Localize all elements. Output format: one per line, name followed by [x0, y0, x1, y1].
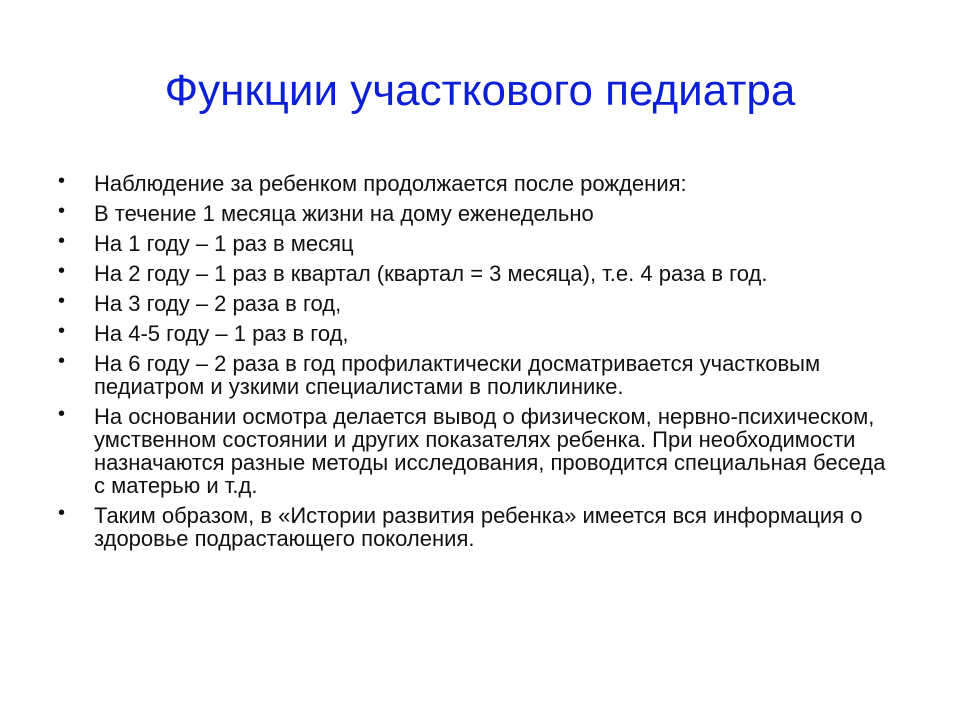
bullet-list — [58, 172, 898, 557]
list-item-text: Таким образом, в «Истории развития ребенка» имеется вся информация о здоровье подрастающего поколения. — [94, 503, 863, 551]
list-item — [58, 232, 898, 255]
list-item — [58, 322, 898, 345]
list-item — [58, 172, 898, 195]
list-item-text: На 2 году – 1 раз в квартал (квартал = 3 месяца), т.е. 4 раза в год. — [94, 261, 768, 286]
list-item-text: На 1 году – 1 раз в месяц — [94, 231, 354, 256]
bullet-icon: • — [58, 170, 66, 192]
list-item — [58, 292, 898, 315]
bullet-icon: • — [58, 320, 66, 342]
list-item — [58, 405, 898, 497]
list-item — [58, 262, 898, 285]
bullet-icon: • — [58, 200, 66, 222]
bullet-icon: • — [58, 260, 66, 282]
list-item-text: На 6 году – 2 раза в год профилактически досматривается участковым педиатром и узкими специалистами в поликлинике. — [94, 351, 821, 399]
list-item-text: На основании осмотра делается вывод о физическом, нервно-психическом, умственном состоянии и других показателях ребенка. При необходимости назначаются разные методы исследования, проводится специальная беседа с матерью и т.д. — [94, 404, 886, 498]
list-item — [58, 504, 898, 550]
bullet-icon: • — [58, 502, 66, 524]
list-item — [58, 202, 898, 225]
bullet-icon: • — [58, 350, 66, 372]
list-item-text: Наблюдение за ребенком продолжается после рождения: — [94, 171, 687, 196]
slide-title: Функции участкового педиатра — [164, 66, 796, 115]
bullet-icon: • — [58, 403, 66, 425]
bullet-icon: • — [58, 230, 66, 252]
list-item — [58, 352, 898, 398]
list-item-text: На 4-5 году – 1 раз в год, — [94, 321, 349, 346]
list-item-text: В течение 1 месяца жизни на дому еженедельно — [94, 201, 594, 226]
bullet-icon: • — [58, 290, 66, 312]
list-item-text: На 3 году – 2 раза в год, — [94, 291, 342, 316]
